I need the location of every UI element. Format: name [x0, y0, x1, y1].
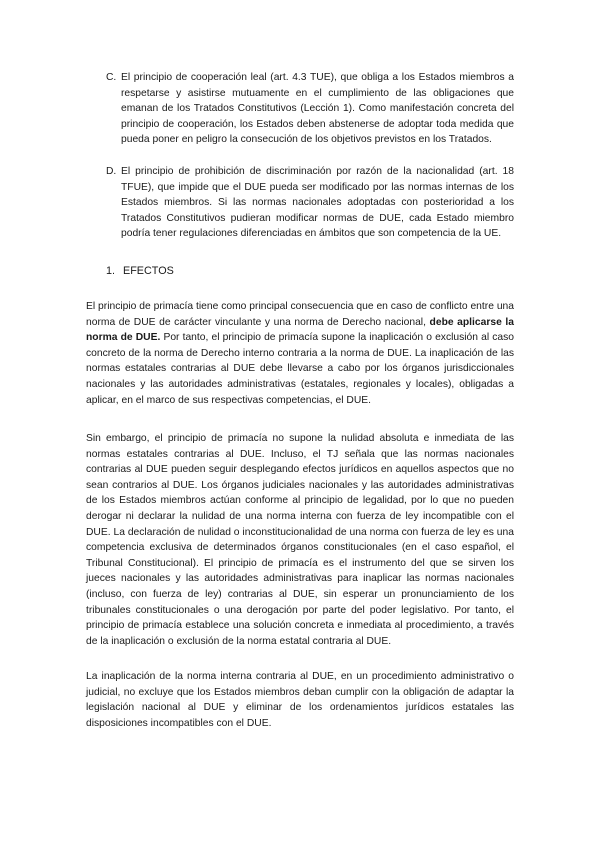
list-marker: C.: [106, 72, 117, 83]
list-item-text: El principio de cooperación leal (art. 4.3 TUE), que obliga a los Estados miembros a respetarse y asistirse mutuamente en el cumplimiento de las obligaciones que emanan de los Tratados Constitutivos (Lección 1). Como manifestación concreta del principio de cooperación, los Estados deben abstenerse de adoptar toda medida que pueda poner en peligro la consecución de los objetivos previstos en los Tratados.: [121, 72, 514, 146]
paragraph-1: [86, 299, 514, 408]
paragraph-1-bold-text: debe aplicarse la norma de DUE.: [86, 316, 514, 344]
section-number: 1.: [106, 265, 116, 277]
paragraph-1-text-b: Por tanto, el principio de primacía supone la inaplicación o exclusión al caso concreto de la norma de Derecho interno contraria a la norma de DUE. La inaplicación de las normas estatales contrarias al DUE debe llevarse a cabo por los órganos jurisdiccionales nacionales y las autoridades administrativas (estatales, regionales y locales), obligadas a aplicar, en el marco de sus respectivas competencias, el DUE.: [86, 332, 514, 406]
paragraph-3: La inaplicación de la norma interna contraria al DUE, en un procedimiento administrativo o judicial, no excluye que los Estados miembros deban cumplir con la obligación de adaptar la legislación nacional al DUE y eliminar de los ordenamientos jurídicos estatales las disposiciones incompatibles con el DUE.: [86, 671, 514, 729]
list-marker: D.: [106, 166, 117, 177]
list-item-c: [106, 70, 514, 148]
paragraph-1-text-a: El principio de primacía tiene como principal consecuencia que en caso de conflicto entre una norma de DUE de carácter vinculante y una norma de Derecho nacional,: [86, 301, 514, 328]
section-title: EFECTOS: [123, 265, 174, 277]
list-item-text: El principio de prohibición de discriminación por razón de la nacionalidad (art. 18 TFUE), que impide que el DUE pueda ser modificado por las normas internas de los Estados miembros. Si las normas nacionales adoptadas con posterioridad a los Tratados Constitutivos pudieran modificar normas de DUE, cada Estado miembro podría tener regulaciones diferenciadas en ámbitos que son competencia de la UE.: [121, 166, 514, 240]
list-item-d: [106, 164, 514, 242]
paragraph-2: Sin embargo, el principio de primacía no supone la nulidad absoluta e inmediata de las normas estatales contrarias al DUE. Incluso, el TJ señala que las normas nacionales contrarias al DUE pueden seguir desplegando efectos jurídicos en aquellos aspectos que no sean contrarios al DUE. Los órganos judiciales nacionales y las autoridades administrativas de los Estados miembros actúan conforme al principio de legalidad, por lo que no pueden derogar ni declarar la nulidad de una norma interna con fuerza de ley incompatible con el DUE. La declaración de nulidad o inconstitucionalidad de una norma con fuerza de ley es una competencia exclusiva de determinados órganos constitucionales (en el caso español, el Tribunal Constitucional). El principio de primacía es el instrumento del que se sirven los jueces nacionales y las autoridades administrativas para inaplicar las normas nacionales (incluso, con fuerza de ley) contrarias al DUE, sin esperar un pronunciamiento de los tribunales constitucionales o una derogación por parte del poder legislativo. Por tanto, el principio de primacía establece una solución concreta e inmediata al procedimiento, a través de la inaplicación o exclusión de la norma estatal contraria al DUE.: [86, 433, 514, 647]
section-heading: [106, 264, 174, 279]
